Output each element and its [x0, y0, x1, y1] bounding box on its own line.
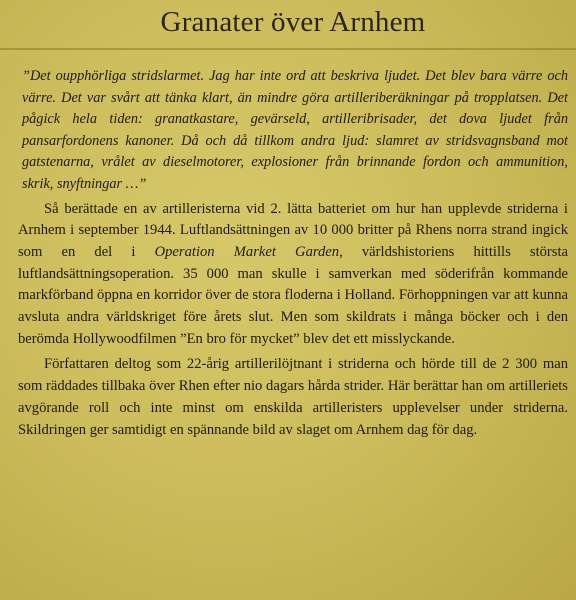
operation-name: Operation Market Garden — [154, 243, 340, 260]
paragraph-1-text-a: Så berättade en av artilleristerna vid 2. lätta batteriet om hur han upplevde striderna i Arnhem i september 1944. Luftlandsättningen av 10 000 britter på Rhens norra strand ingick som en del i — [18, 200, 568, 260]
body-paragraph-1 — [18, 199, 568, 351]
paragraph-1-text-b: , världshistoriens hittills största luftlandsättningsoperation. 35 000 man skulle i samverkan med söderifrån kommande markförband öppna en korridor över de stora floderna i Holland. Förhoppningen var att kunna avsluta andra världskriget före årets slut. Men som skildrats i många böcker och i den berömda Hollywoodfilmen ”En bro för mycket” blev det ett misslyckande. — [18, 243, 568, 347]
opening-quote: ”Det oupphörliga stridslarmet. Jag har inte ord att beskriva ljudet. Det blev bara värre och värre. Det var svårt att tänka klart, än mindre göra artilleriberäkningar på tropplatsen. Det pågick hela tiden: granatkastare, gevärseld, artilleribrisader, det dova ljudet från pansarfordonens kanoner. Då och då tillkom andra ljud: slamret av stridsvagnsband mot gatstenarna, vrålet av dieselmotorer, explosioner från brinnande fordon och ammunition, skrik, snyftningar …” — [22, 68, 568, 192]
body-paragraph-2: Författaren deltog som 22-årig artillerilöjtnant i striderna och hörde till de 2 300 man som räddades tillbaka över Rhen efter nio dagars hårda strider. Här berättar han om artilleriets avgörande roll och inte minst om enskilda artilleristers upplevelser under striderna. Skildringen ger samtidigt en spännande bild av slaget om Arnhem dag för dag. — [18, 356, 568, 438]
title-divider — [0, 48, 576, 50]
book-title: Granater över Arnhem — [160, 6, 426, 38]
